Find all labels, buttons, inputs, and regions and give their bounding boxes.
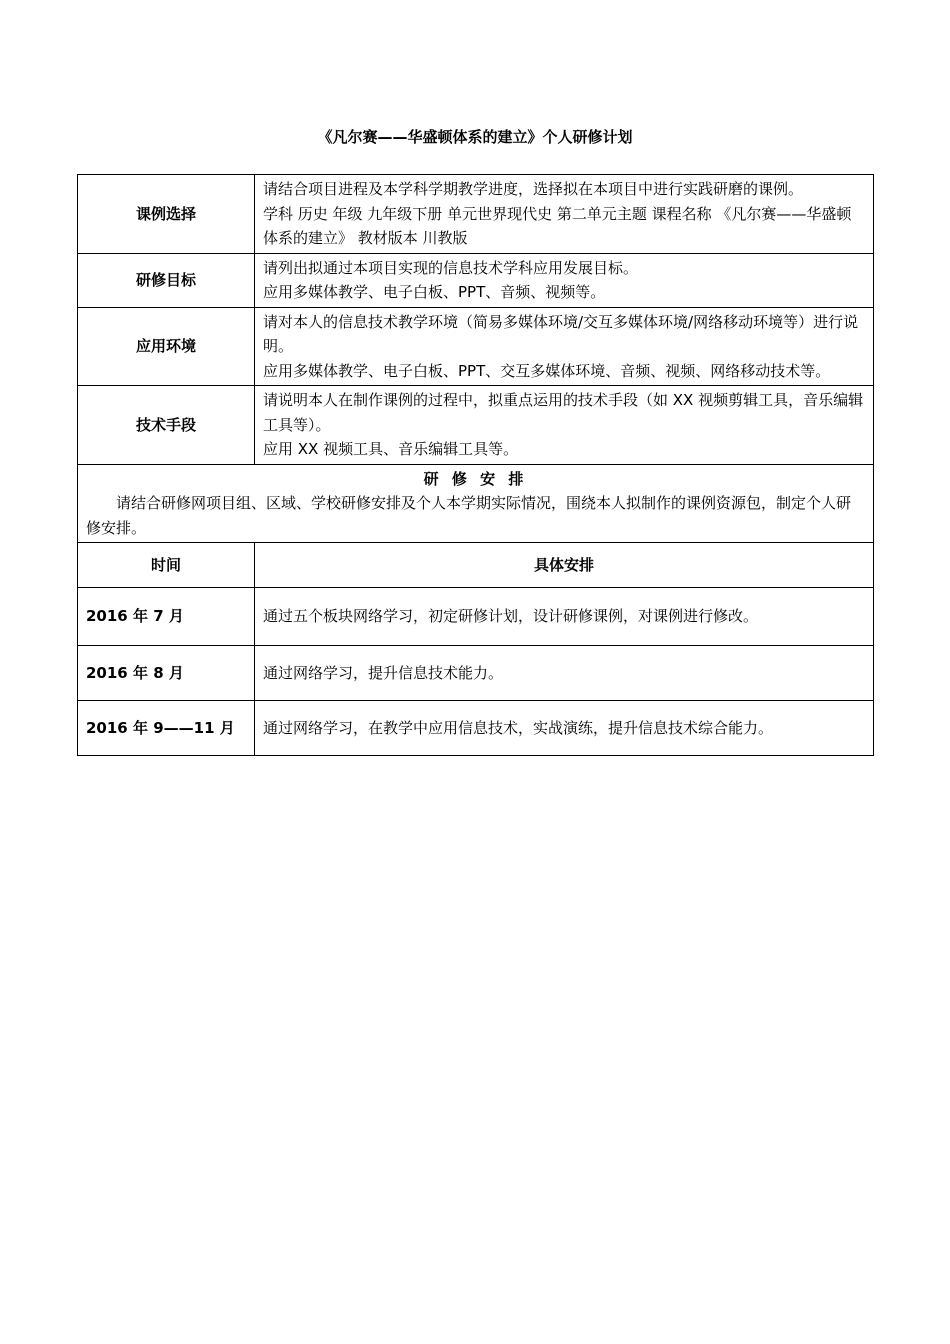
schedule-time: 2016 年 8 月 — [78, 646, 255, 701]
schedule-detail: 通过网络学习，提升信息技术能力。 — [255, 646, 874, 701]
table-row — [78, 175, 874, 254]
schedule-detail: 通过五个板块网络学习，初定研修计划，设计研修课例，对课例进行修改。 — [255, 588, 874, 646]
row-prompt: 请对本人的信息技术教学环境（简易多媒体环境/交互多媒体环境/网络移动环境等）进行说明。 — [263, 312, 859, 355]
table-row — [78, 307, 874, 386]
table-row — [78, 386, 874, 465]
row-prompt: 请列出拟通过本项目实现的信息技术学科应用发展目标。 — [263, 258, 639, 277]
row-answer: 学科 历史 年级 九年级下册 单元世界现代史 第二单元主题 课程名称 《凡尔赛——华盛顿体系的建立》 教材版本 川教版 — [263, 204, 852, 247]
row-prompt: 请说明本人在制作课例的过程中，拟重点运用的技术手段（如 XX 视频剪辑工具，音乐编辑工具等）。 — [263, 391, 864, 434]
row-content-technique — [255, 386, 874, 465]
column-header-detail: 具体安排 — [255, 543, 874, 588]
schedule-time: 2016 年 9——11 月 — [78, 701, 255, 756]
row-label-lesson-choice: 课例选择 — [78, 175, 255, 254]
row-content-lesson-choice — [255, 175, 874, 254]
arrangement-intro: 请结合研修网项目组、区域、学校研修安排及个人本学期实际情况，围绕本人拟制作的课例资源包，制定个人研修安排。 — [86, 494, 852, 537]
row-content-research-goal — [255, 253, 874, 307]
research-plan-table — [77, 174, 874, 756]
row-label-technique: 技术手段 — [78, 386, 255, 465]
column-header-time: 时间 — [78, 543, 255, 588]
row-label-research-goal: 研修目标 — [78, 253, 255, 307]
arrangement-heading: 研 修 安 排 — [423, 469, 528, 488]
row-answer: 应用多媒体教学、电子白板、PPT、交互多媒体环境、音频、视频、网络移动技术等。 — [263, 361, 831, 380]
table-row — [78, 701, 874, 756]
table-row — [78, 588, 874, 646]
arrangement-section — [78, 464, 874, 543]
row-answer: 应用 XX 视频工具、音乐编辑工具等。 — [263, 440, 519, 458]
table-row — [78, 646, 874, 701]
row-prompt: 请结合项目进程及本学科学期教学进度，选择拟在本项目中进行实践研磨的课例。 — [263, 180, 804, 198]
schedule-detail: 通过网络学习，在教学中应用信息技术，实战演练，提升信息技术综合能力。 — [255, 701, 874, 756]
table-row — [78, 464, 874, 543]
table-row — [78, 253, 874, 307]
schedule-time: 2016 年 7 月 — [78, 588, 255, 646]
document-title: 《凡尔赛——华盛顿体系的建立》个人研修计划 — [317, 128, 633, 146]
table-row — [78, 543, 874, 588]
row-content-environment — [255, 307, 874, 386]
row-answer: 应用多媒体教学、电子白板、PPT、音频、视频等。 — [263, 283, 606, 301]
row-label-environment: 应用环境 — [78, 307, 255, 386]
